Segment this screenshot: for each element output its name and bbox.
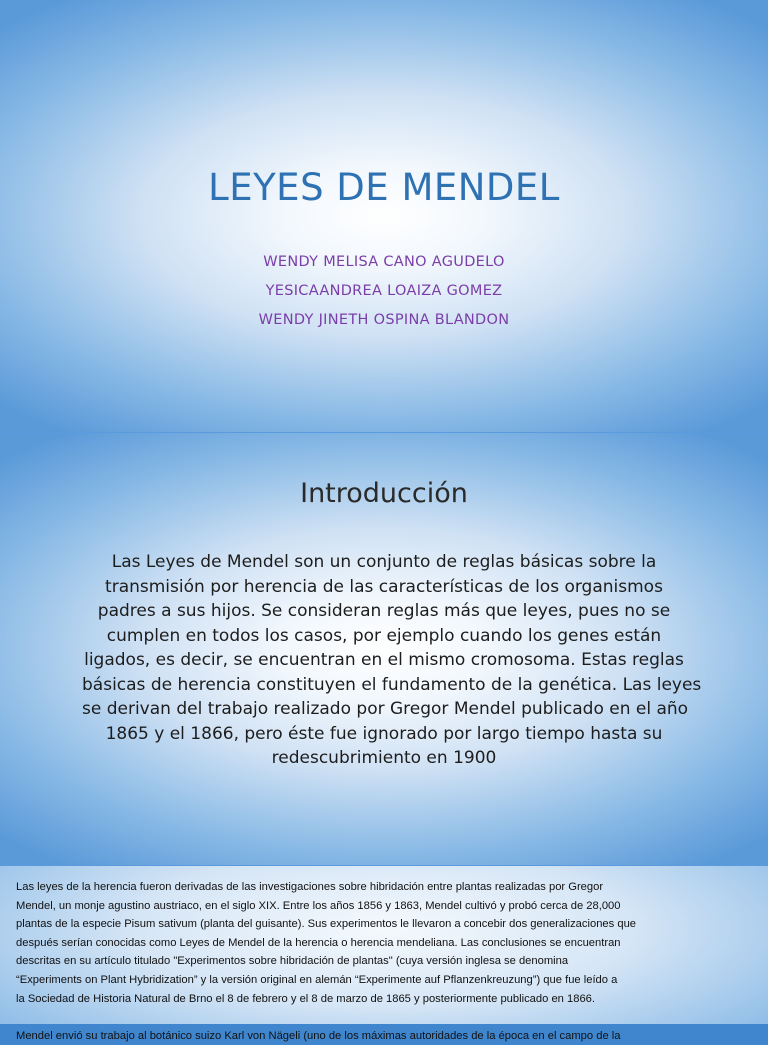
- paragraph-line: transmisión por herencia de las características de los organismos: [105, 576, 663, 597]
- paragraph-line: 1865 y el 1866, pero éste fue ignorado por largo tiempo hasta su: [105, 723, 663, 744]
- paragraph-line: cumplen en todos los casos, por ejemplo cuando los genes están: [106, 625, 662, 646]
- paragraph-line: Las Leyes de Mendel son un conjunto de reglas básicas sobre la: [111, 552, 657, 572]
- author-name: WENDY JINETH OSPINA BLANDON: [258, 312, 510, 328]
- paragraph-line: padres a sus hijos. Se consideran reglas más que leyes, pues no se: [97, 601, 671, 621]
- paragraph-line: Mendel, un monje agustino austriaco, en el siglo XIX. Entre los años 1856 y 1863, Mendel cultivó y probó cerca de 28,000: [16, 899, 621, 912]
- slide-heading: Introducción: [300, 478, 468, 509]
- slide-title: [0, 0, 768, 432]
- slide-history: [0, 866, 768, 1042]
- history-paragraph: [16, 878, 756, 1045]
- paragraph-line: plantas de la especie Pisum sativum (planta del guisante). Sus experimentos le llevaron a concebir dos generalizaciones que: [16, 918, 637, 931]
- paragraph-line: ligados, es decir, se encuentran en el mismo cromosoma. Estas reglas: [84, 650, 684, 670]
- paragraph-line: se derivan del trabajo realizado por Gregor Mendel publicado en el año: [82, 699, 689, 719]
- author-name: WENDY MELISA CANO AGUDELO: [263, 254, 505, 270]
- paragraph-line: la Sociedad de Historia Natural de Brno el 8 de febrero y el 8 de marzo de 1865 y posteriormente publicado en 1866.: [16, 992, 595, 1005]
- paragraph-line: [16, 1008, 756, 1027]
- paragraph-line: “Experiments on Plant Hybridization” y la versión original en alemán “Experimente auf Pflanzenkreuzung”) que fue leído a: [16, 973, 618, 986]
- paragraph-line: básicas de herencia constituyen el fundamento de la genética. Las leyes: [82, 674, 702, 695]
- author-name: YESICAANDREA LOAIZA GOMEZ: [265, 283, 503, 299]
- slide-title-heading: LEYES DE MENDEL: [208, 166, 560, 209]
- author-list: [0, 248, 768, 335]
- paragraph-line: descritas en su artículo titulado "Experimentos sobre hibridación de plantas" (cuya versión inglesa se denomina: [16, 955, 569, 968]
- intro-paragraph: [82, 550, 702, 771]
- slide-introduction: [0, 433, 768, 865]
- paragraph-line: después serían conocidas como Leyes de Mendel de la herencia o herencia mendeliana. Las conclusiones se encuentran: [16, 936, 621, 949]
- paragraph-line: Las leyes de la herencia fueron derivadas de las investigaciones sobre hibridación entre plantas realizadas por Gregor: [16, 881, 604, 893]
- paragraph-line: redescubrimiento en 1900: [271, 748, 497, 768]
- paragraph-line: Mendel envió su trabajo al botánico suizo Karl von Nägeli (uno de los máximas autoridades de la época en el campo de la: [16, 1029, 621, 1042]
